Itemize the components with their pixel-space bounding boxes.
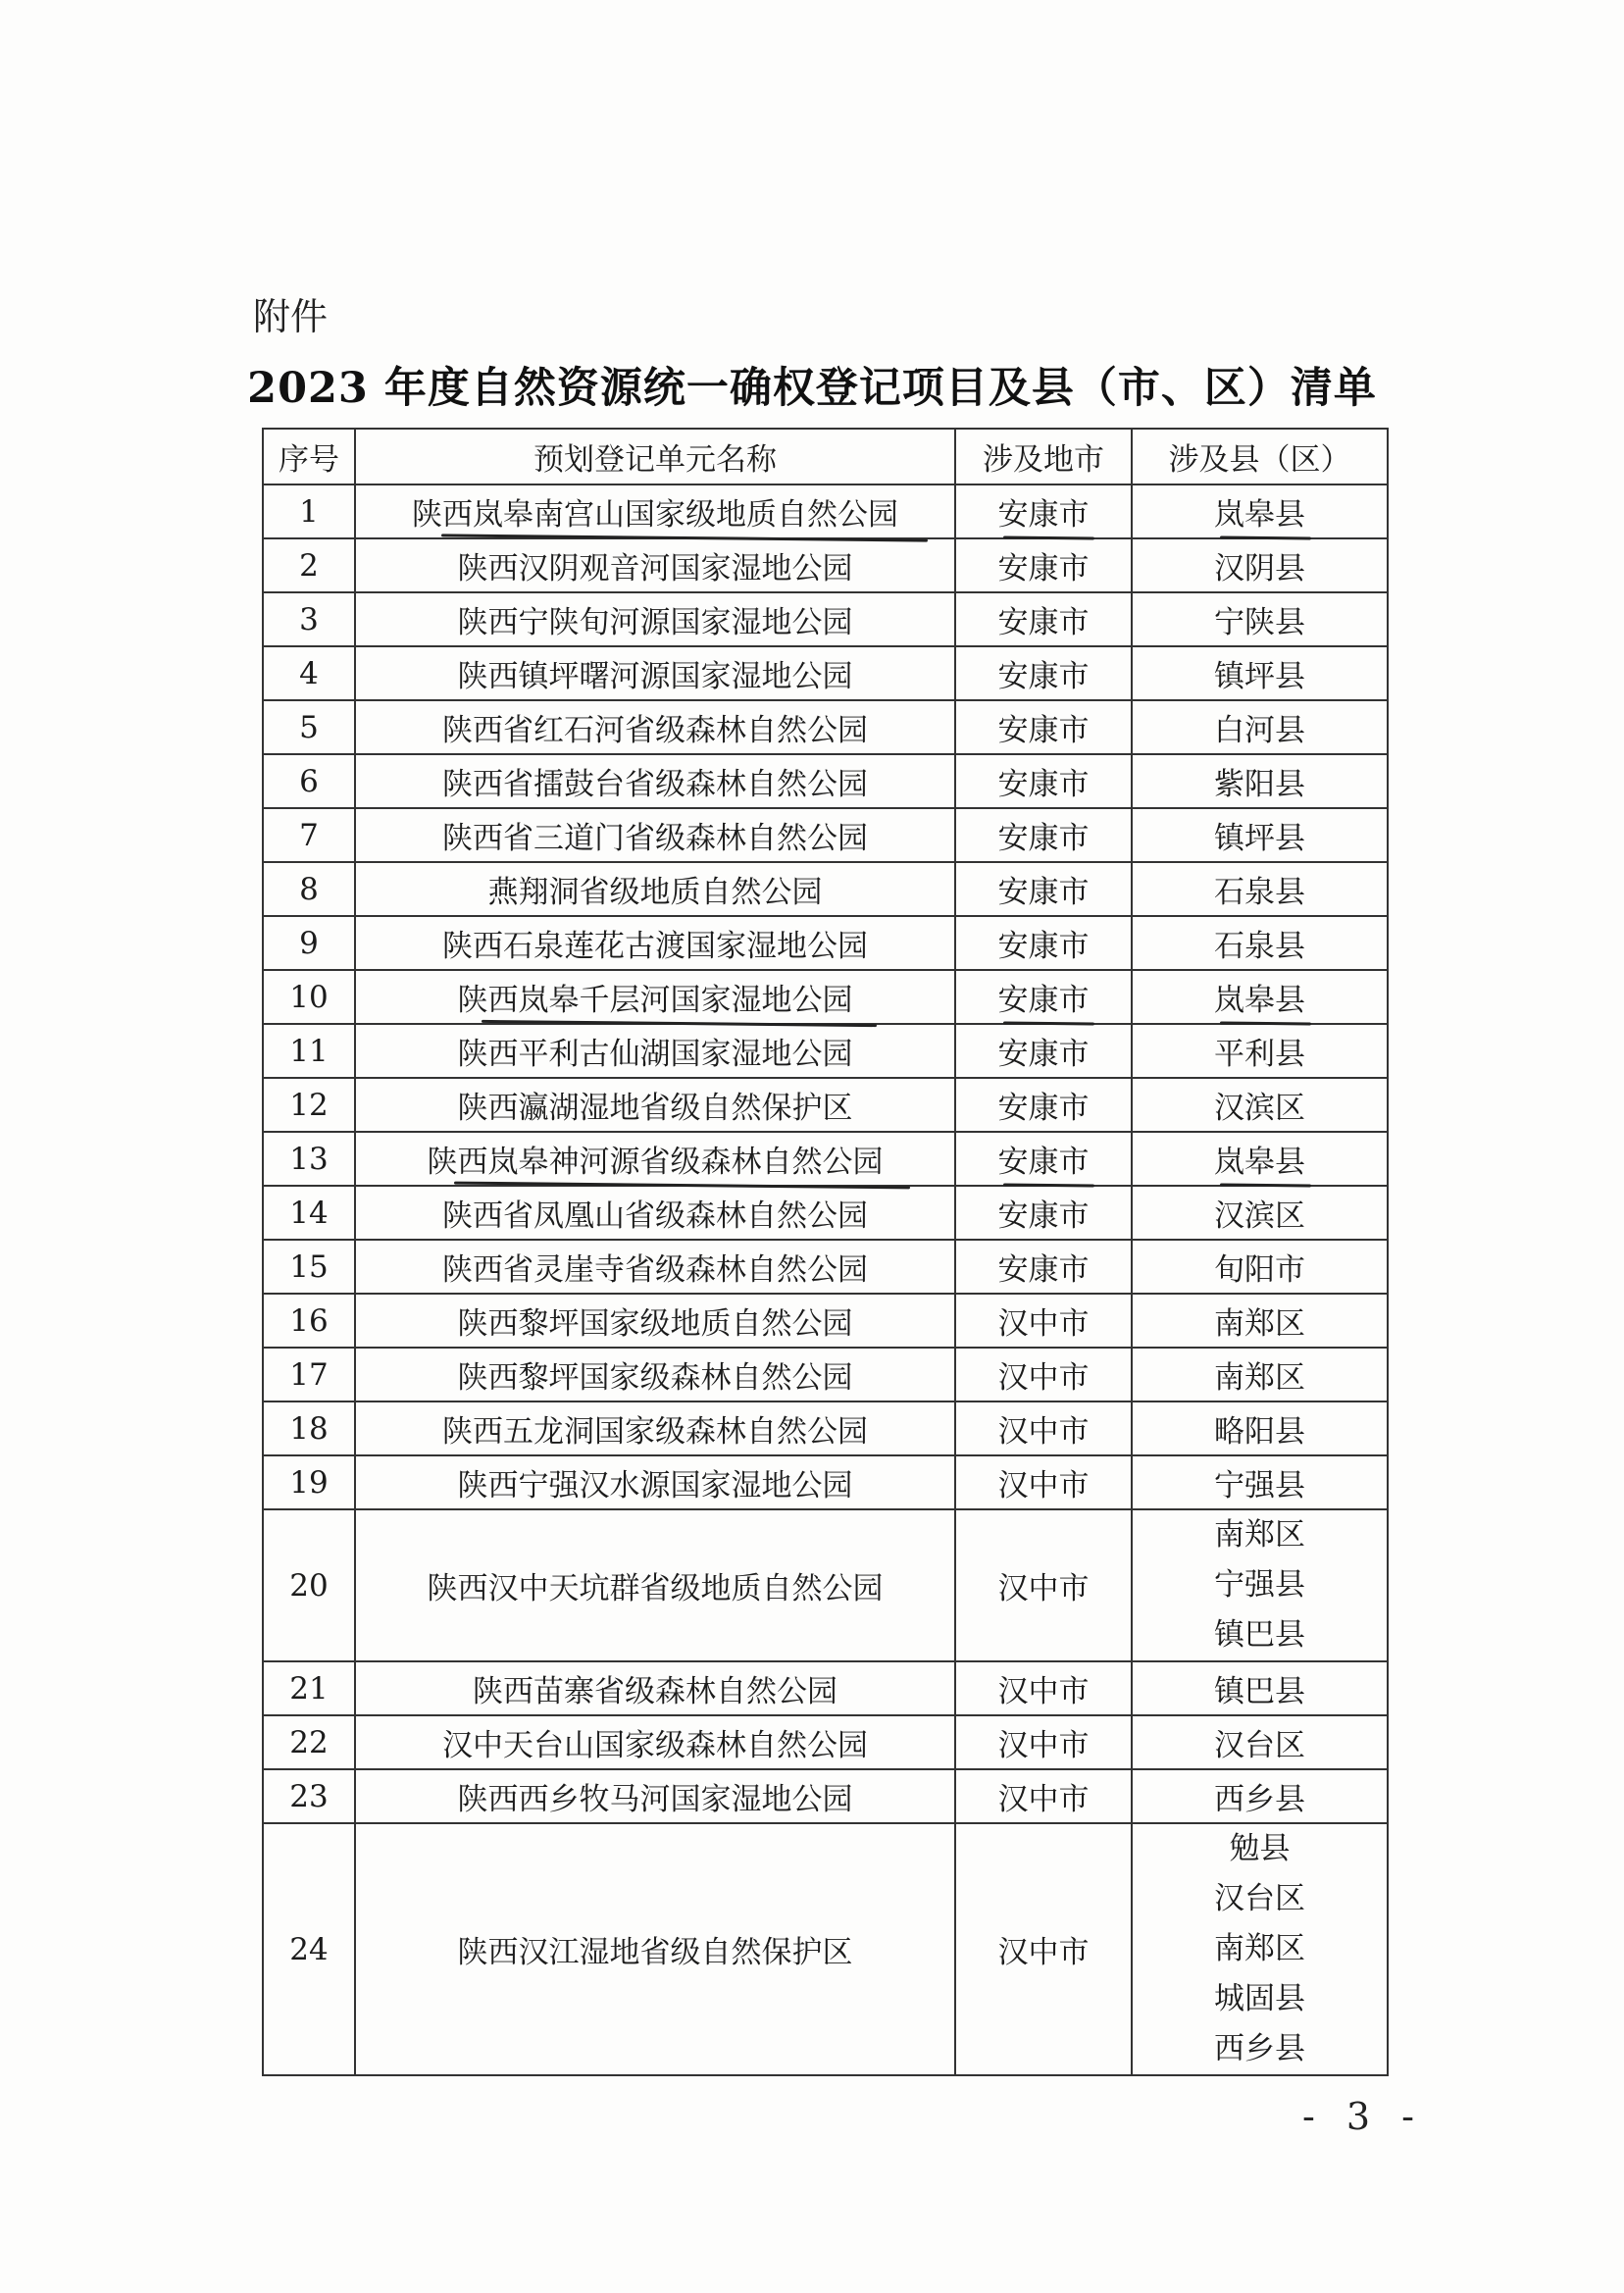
- cell-unit-name: [355, 1455, 955, 1509]
- cell-unit-name: [355, 1661, 955, 1715]
- unit-name-text: 陕西省擂鼓台省级森林自然公园: [442, 767, 868, 802]
- table-row: [263, 592, 1388, 646]
- unit-name-text: 陕西石泉莲花古渡国家湿地公园: [442, 929, 868, 964]
- cell-no: 2: [263, 538, 355, 592]
- county-text: 南郑区: [1214, 1360, 1305, 1396]
- unit-name-text: 陕西汉中天坑群省级地质自然公园: [427, 1571, 884, 1606]
- cell-county: [1132, 1240, 1388, 1294]
- cell-city: [955, 1509, 1132, 1661]
- cell-city: [955, 1769, 1132, 1823]
- county-text: 汉阴县: [1214, 551, 1305, 586]
- cell-no: 21: [263, 1661, 355, 1715]
- county-text: 汉台区: [1214, 1881, 1305, 1916]
- county-text: 平利县: [1214, 1037, 1305, 1072]
- cell-no: 3: [263, 592, 355, 646]
- city-text: 安康市: [997, 1198, 1090, 1234]
- city-text: 汉中市: [997, 1935, 1090, 1970]
- cell-no: 19: [263, 1455, 355, 1509]
- cell-unit-name: [355, 754, 955, 808]
- cell-county: [1132, 1715, 1388, 1769]
- cell-unit-name: [355, 808, 955, 862]
- table-row: [263, 1401, 1388, 1455]
- cell-no: 7: [263, 808, 355, 862]
- cell-unit-name: [355, 1823, 955, 2075]
- cell-no: 8: [263, 862, 355, 916]
- cell-no: 12: [263, 1078, 355, 1132]
- cell-city: [955, 1132, 1132, 1186]
- table-row: [263, 1024, 1388, 1078]
- unit-name-text: 陕西岚皋千层河国家湿地公园: [458, 975, 853, 1019]
- unit-name-text: 陕西苗寨省级森林自然公园: [473, 1674, 837, 1709]
- county-text: 岚皋县: [1214, 1137, 1305, 1181]
- city-text: 安康市: [997, 659, 1090, 694]
- county-text: 宁强县: [1214, 1468, 1305, 1503]
- cell-unit-name: [355, 1769, 955, 1823]
- cell-city: [955, 1240, 1132, 1294]
- cell-unit-name: [355, 1348, 955, 1401]
- cell-city: [955, 1715, 1132, 1769]
- cell-county: [1132, 754, 1388, 808]
- cell-county: [1132, 1132, 1388, 1186]
- table-row: [263, 646, 1388, 700]
- county-text: 南郑区: [1214, 1517, 1305, 1553]
- city-text: 安康市: [997, 821, 1090, 856]
- county-text: 镇坪县: [1214, 659, 1305, 694]
- county-text: 石泉县: [1214, 875, 1305, 910]
- table-row: [263, 754, 1388, 808]
- column-header-county: 涉及县（区）: [1132, 429, 1388, 484]
- city-text: 汉中市: [997, 1571, 1090, 1606]
- table-row: [263, 1715, 1388, 1769]
- unit-name-text: 陕西岚皋南宫山国家级地质自然公园: [412, 489, 898, 534]
- cell-city: [955, 1455, 1132, 1509]
- cell-county: [1132, 1024, 1388, 1078]
- table-row: [263, 1132, 1388, 1186]
- table-row: [263, 862, 1388, 916]
- unit-name-text: 陕西汉阴观音河国家湿地公园: [457, 551, 853, 586]
- city-text: 汉中市: [997, 1414, 1090, 1450]
- county-text: 镇巴县: [1214, 1617, 1305, 1653]
- table-row: [263, 1078, 1388, 1132]
- cell-no: 15: [263, 1240, 355, 1294]
- table-row: [263, 1823, 1388, 2075]
- cell-county: [1132, 1348, 1388, 1401]
- cell-unit-name: [355, 646, 955, 700]
- cell-unit-name: [355, 484, 955, 538]
- cell-city: [955, 1186, 1132, 1240]
- unit-name-text: 陕西省灵崖寺省级森林自然公园: [442, 1252, 868, 1288]
- cell-unit-name: [355, 700, 955, 754]
- cell-no: 13: [263, 1132, 355, 1186]
- cell-unit-name: [355, 1024, 955, 1078]
- cell-unit-name: [355, 1294, 955, 1348]
- cell-city: [955, 808, 1132, 862]
- city-text: 汉中市: [997, 1468, 1090, 1503]
- county-text: 略阳县: [1214, 1414, 1305, 1450]
- cell-unit-name: [355, 916, 955, 970]
- cell-city: [955, 1024, 1132, 1078]
- cell-no: 5: [263, 700, 355, 754]
- table-body: [263, 484, 1388, 2075]
- cell-county: [1132, 1769, 1388, 1823]
- cell-city: [955, 1823, 1132, 2075]
- city-text: 汉中市: [997, 1674, 1090, 1709]
- cell-city: [955, 592, 1132, 646]
- cell-no: 9: [263, 916, 355, 970]
- unit-name-text: 陕西宁强汉水源国家湿地公园: [457, 1468, 853, 1503]
- table-row: [263, 484, 1388, 538]
- city-text: 安康市: [998, 1137, 1090, 1181]
- city-text: 汉中市: [997, 1782, 1090, 1817]
- cell-city: [955, 1294, 1132, 1348]
- unit-name-text: 陕西瀛湖湿地省级自然保护区: [457, 1091, 853, 1126]
- cell-city: [955, 700, 1132, 754]
- cell-city: [955, 1078, 1132, 1132]
- unit-name-text: 陕西西乡牧马河国家湿地公园: [457, 1782, 853, 1817]
- cell-county: [1132, 1509, 1388, 1661]
- cell-county: [1132, 1823, 1388, 2075]
- city-text: 安康市: [998, 489, 1090, 534]
- city-text: 安康市: [997, 929, 1090, 964]
- cell-unit-name: [355, 592, 955, 646]
- city-text: 安康市: [997, 1252, 1090, 1288]
- county-text: 西乡县: [1214, 1782, 1305, 1817]
- column-header-no: 序号: [263, 429, 355, 484]
- county-text: 城固县: [1214, 1981, 1305, 2016]
- city-text: 汉中市: [997, 1360, 1090, 1396]
- cell-unit-name: [355, 1401, 955, 1455]
- unit-name-text: 陕西五龙洞国家级森林自然公园: [442, 1414, 868, 1450]
- cell-no: 14: [263, 1186, 355, 1240]
- county-text: 镇巴县: [1214, 1674, 1305, 1709]
- county-text: 汉滨区: [1214, 1198, 1305, 1234]
- cell-county: [1132, 700, 1388, 754]
- cell-city: [955, 754, 1132, 808]
- cell-county: [1132, 970, 1388, 1024]
- cell-unit-name: [355, 1715, 955, 1769]
- cell-county: [1132, 484, 1388, 538]
- table-row: [263, 1240, 1388, 1294]
- county-text: 岚皋县: [1214, 975, 1305, 1019]
- cell-no: 24: [263, 1823, 355, 2075]
- county-text: 南郑区: [1214, 1931, 1305, 1966]
- cell-county: [1132, 1455, 1388, 1509]
- county-text: 汉滨区: [1214, 1091, 1305, 1126]
- city-text: 安康市: [997, 605, 1090, 640]
- cell-no: 20: [263, 1509, 355, 1661]
- table-header-row: [263, 429, 1388, 484]
- cell-city: [955, 970, 1132, 1024]
- cell-no: 6: [263, 754, 355, 808]
- cell-city: [955, 646, 1132, 700]
- cell-no: 16: [263, 1294, 355, 1348]
- county-text: 西乡县: [1214, 2031, 1305, 2066]
- unit-name-text: 陕西黎坪国家级地质自然公园: [457, 1306, 853, 1342]
- cell-no: 22: [263, 1715, 355, 1769]
- registration-table: [262, 428, 1389, 2076]
- cell-city: [955, 1401, 1132, 1455]
- county-text: 紫阳县: [1214, 767, 1305, 802]
- table-row: [263, 970, 1388, 1024]
- cell-unit-name: [355, 1078, 955, 1132]
- county-text: 石泉县: [1214, 929, 1305, 964]
- city-text: 汉中市: [997, 1306, 1090, 1342]
- unit-name-text: 陕西平利古仙湖国家湿地公园: [457, 1037, 853, 1072]
- unit-name-text: 陕西省三道门省级森林自然公园: [442, 821, 868, 856]
- cell-county: [1132, 1078, 1388, 1132]
- table-row: [263, 700, 1388, 754]
- cell-county: [1132, 862, 1388, 916]
- cell-no: 18: [263, 1401, 355, 1455]
- cell-no: 10: [263, 970, 355, 1024]
- cell-no: 1: [263, 484, 355, 538]
- cell-unit-name: [355, 862, 955, 916]
- cell-county: [1132, 808, 1388, 862]
- cell-city: [955, 1661, 1132, 1715]
- table-row: [263, 1186, 1388, 1240]
- cell-county: [1132, 916, 1388, 970]
- attachment-label: 附件: [253, 295, 329, 338]
- cell-city: [955, 538, 1132, 592]
- cell-no: 17: [263, 1348, 355, 1401]
- city-text: 安康市: [997, 551, 1090, 586]
- city-text: 安康市: [997, 1037, 1090, 1072]
- cell-county: [1132, 1401, 1388, 1455]
- table-row: [263, 808, 1388, 862]
- county-text: 旬阳市: [1214, 1252, 1305, 1288]
- cell-county: [1132, 538, 1388, 592]
- county-text: 镇坪县: [1214, 821, 1305, 856]
- table-row: [263, 1509, 1388, 1661]
- cell-unit-name: [355, 538, 955, 592]
- cell-county: [1132, 646, 1388, 700]
- county-text: 宁强县: [1214, 1567, 1305, 1603]
- county-text: 白河县: [1214, 713, 1305, 748]
- cell-county: [1132, 1661, 1388, 1715]
- cell-no: 23: [263, 1769, 355, 1823]
- cell-unit-name: [355, 1132, 955, 1186]
- unit-name-text: 陕西黎坪国家级森林自然公园: [457, 1360, 853, 1396]
- city-text: 汉中市: [997, 1728, 1090, 1763]
- table-row: [263, 1661, 1388, 1715]
- cell-city: [955, 1348, 1132, 1401]
- cell-unit-name: [355, 1509, 955, 1661]
- table-row: [263, 1455, 1388, 1509]
- unit-name-text: 陕西汉江湿地省级自然保护区: [457, 1935, 853, 1970]
- cell-no: 4: [263, 646, 355, 700]
- cell-county: [1132, 592, 1388, 646]
- table-row: [263, 916, 1388, 970]
- table-row: [263, 1294, 1388, 1348]
- table-row: [263, 1348, 1388, 1401]
- city-text: 安康市: [997, 713, 1090, 748]
- county-text: 汉台区: [1214, 1728, 1305, 1763]
- cell-city: [955, 484, 1132, 538]
- table-row: [263, 538, 1388, 592]
- cell-city: [955, 916, 1132, 970]
- county-text: 岚皋县: [1214, 489, 1305, 534]
- unit-name-text: 陕西镇坪曙河源国家湿地公园: [457, 659, 853, 694]
- county-text: 南郑区: [1214, 1306, 1305, 1342]
- cell-unit-name: [355, 1186, 955, 1240]
- table-row: [263, 1769, 1388, 1823]
- unit-name-text: 汉中天台山国家级森林自然公园: [442, 1728, 868, 1763]
- city-text: 安康市: [998, 975, 1090, 1019]
- cell-unit-name: [355, 970, 955, 1024]
- unit-name-text: 燕翔洞省级地质自然公园: [487, 875, 823, 910]
- city-text: 安康市: [997, 875, 1090, 910]
- county-text: 宁陕县: [1214, 605, 1305, 640]
- unit-name-text: 陕西岚皋神河源省级森林自然公园: [428, 1137, 884, 1181]
- column-header-city: 涉及地市: [955, 429, 1132, 484]
- cell-county: [1132, 1294, 1388, 1348]
- unit-name-text: 陕西省红石河省级森林自然公园: [442, 713, 868, 748]
- cell-county: [1132, 1186, 1388, 1240]
- cell-no: 11: [263, 1024, 355, 1078]
- unit-name-text: 陕西省凤凰山省级森林自然公园: [442, 1198, 868, 1234]
- unit-name-text: 陕西宁陕旬河源国家湿地公园: [457, 605, 853, 640]
- page-number: - 3 -: [1302, 2095, 1425, 2138]
- county-text: 勉县: [1229, 1831, 1291, 1866]
- city-text: 安康市: [997, 767, 1090, 802]
- cell-city: [955, 862, 1132, 916]
- city-text: 安康市: [997, 1091, 1090, 1126]
- cell-unit-name: [355, 1240, 955, 1294]
- document-title: 2023 年度自然资源统一确权登记项目及县（市、区）清单: [247, 364, 1377, 413]
- column-header-name: 预划登记单元名称: [355, 429, 955, 484]
